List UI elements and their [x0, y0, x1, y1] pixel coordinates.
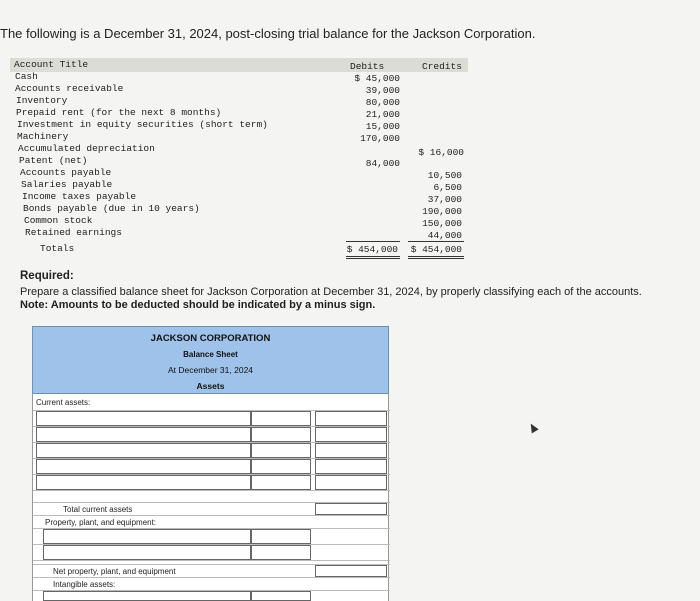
required-title: Required:: [20, 270, 74, 282]
section-assets: Assets: [196, 381, 225, 391]
tb-row-title: Accounts payable: [20, 167, 112, 178]
tb-row-credit: 150,000: [422, 218, 462, 229]
tb-row-title: Accounts receivable: [15, 83, 124, 94]
line-row: [33, 443, 390, 459]
net-ppe-label: Net property, plant, and equipment: [53, 567, 176, 576]
tb-row-credit: $ 16,000: [418, 147, 464, 158]
line-row: [33, 545, 390, 561]
debit-total-rule-1: [346, 256, 400, 257]
amount-input[interactable]: [251, 411, 311, 426]
required-text: Prepare a classified balance sheet for Jackson Corporation at December 31, 2024, by properly classifying each of the accounts.: [20, 286, 642, 298]
total-current-assets-row: [33, 503, 390, 516]
line-row: [33, 427, 390, 443]
amount-input[interactable]: [251, 427, 311, 442]
tb-row-title: Patent (net): [19, 155, 88, 166]
amount-input[interactable]: [251, 459, 311, 474]
intangible-label: Intangible assets:: [53, 580, 116, 589]
line-row: [33, 529, 390, 545]
total-input[interactable]: [315, 459, 387, 474]
tb-row-title: Cash: [15, 71, 38, 82]
account-input[interactable]: [36, 411, 251, 426]
tb-row-debit: $ 45,000: [354, 73, 400, 84]
total-current-assets-label: Total current assets: [63, 505, 133, 514]
account-input[interactable]: [43, 545, 251, 560]
totals-label: Totals: [40, 243, 75, 254]
total-input[interactable]: [315, 443, 387, 458]
intro-text: The following is a December 31, 2024, post-closing trial balance for the Jackson Corporation.: [0, 26, 536, 41]
amount-input[interactable]: [251, 545, 311, 560]
amount-input[interactable]: [251, 591, 311, 601]
spacer-row: [33, 491, 390, 503]
intangible-row: [33, 578, 390, 591]
totals-credit: $ 454,000: [410, 244, 462, 255]
line-row: [33, 411, 390, 427]
totals-debit: $ 454,000: [346, 244, 398, 255]
tb-row-title: Income taxes payable: [22, 191, 137, 202]
ppe-label: Property, plant, and equipment:: [45, 518, 157, 527]
tb-row-title: Accumulated depreciation: [18, 143, 155, 154]
tb-row-debit: 80,000: [365, 97, 400, 108]
mouse-cursor-icon: [527, 422, 538, 434]
amount-input[interactable]: [251, 443, 311, 458]
required-note: Note: Amounts to be deducted should be indicated by a minus sign.: [20, 299, 376, 311]
balance-sheet-header: [32, 326, 389, 394]
line-row: [33, 591, 390, 601]
tb-row-title: Common stock: [24, 215, 93, 226]
account-input[interactable]: [36, 475, 251, 490]
total-input[interactable]: [315, 411, 387, 426]
balance-sheet-body: [32, 394, 389, 601]
tb-row-credit: 10,500: [427, 170, 462, 181]
tb-row-debit: 39,000: [365, 85, 400, 96]
statement-name: Balance Sheet: [183, 350, 238, 359]
total-current-assets-input[interactable]: [315, 503, 387, 515]
tb-row-credit: 44,000: [427, 230, 462, 241]
amount-input[interactable]: [251, 475, 311, 490]
tb-row-debit: 15,000: [365, 121, 400, 132]
credit-total-rule-1: [408, 256, 464, 257]
header-account-title: Account Title: [14, 59, 89, 70]
tb-row-debit: 170,000: [360, 133, 400, 144]
tb-row-title: Bonds payable (due in 10 years): [23, 203, 200, 214]
net-ppe-input[interactable]: [315, 565, 387, 577]
account-input[interactable]: [36, 427, 251, 442]
tb-row-credit: 37,000: [427, 194, 462, 205]
tb-row-credit: 6,500: [433, 182, 462, 193]
credit-subtotal-rule: [408, 241, 464, 242]
line-row: [33, 459, 390, 475]
account-input[interactable]: [43, 529, 251, 544]
account-input[interactable]: [36, 443, 251, 458]
total-input[interactable]: [315, 475, 387, 490]
tb-row-title: Retained earnings: [25, 227, 122, 238]
trial-balance: [10, 58, 468, 262]
amount-input[interactable]: [251, 529, 311, 544]
tb-row-title: Salaries payable: [21, 179, 113, 190]
net-ppe-row: [33, 565, 390, 578]
tb-row-title: Investment in equity securities (short term): [17, 119, 268, 130]
statement-date: At December 31, 2024: [167, 365, 254, 375]
current-assets-label: Current assets:: [36, 398, 91, 407]
debit-subtotal-rule: [346, 241, 400, 242]
company-name: JACKSON CORPORATION: [150, 333, 271, 344]
account-input[interactable]: [36, 459, 251, 474]
line-row: [33, 475, 390, 491]
tb-row-credit: 190,000: [422, 206, 462, 217]
tb-row-debit: 84,000: [365, 158, 400, 169]
balance-sheet-form: [32, 326, 389, 601]
tb-row-title: Inventory: [16, 95, 68, 106]
total-input[interactable]: [315, 427, 387, 442]
debit-total-rule-2: [346, 258, 400, 259]
tb-row-title: Machinery: [17, 131, 69, 142]
current-assets-row: [33, 394, 390, 411]
account-input[interactable]: [43, 591, 251, 601]
tb-row-title: Prepaid rent (for the next 8 months): [16, 107, 222, 118]
header-credits: Credits: [422, 61, 462, 72]
tb-row-debit: 21,000: [365, 109, 400, 120]
credit-total-rule-2: [408, 258, 464, 259]
ppe-row: [33, 516, 390, 529]
header-debits: Debits: [350, 61, 385, 72]
